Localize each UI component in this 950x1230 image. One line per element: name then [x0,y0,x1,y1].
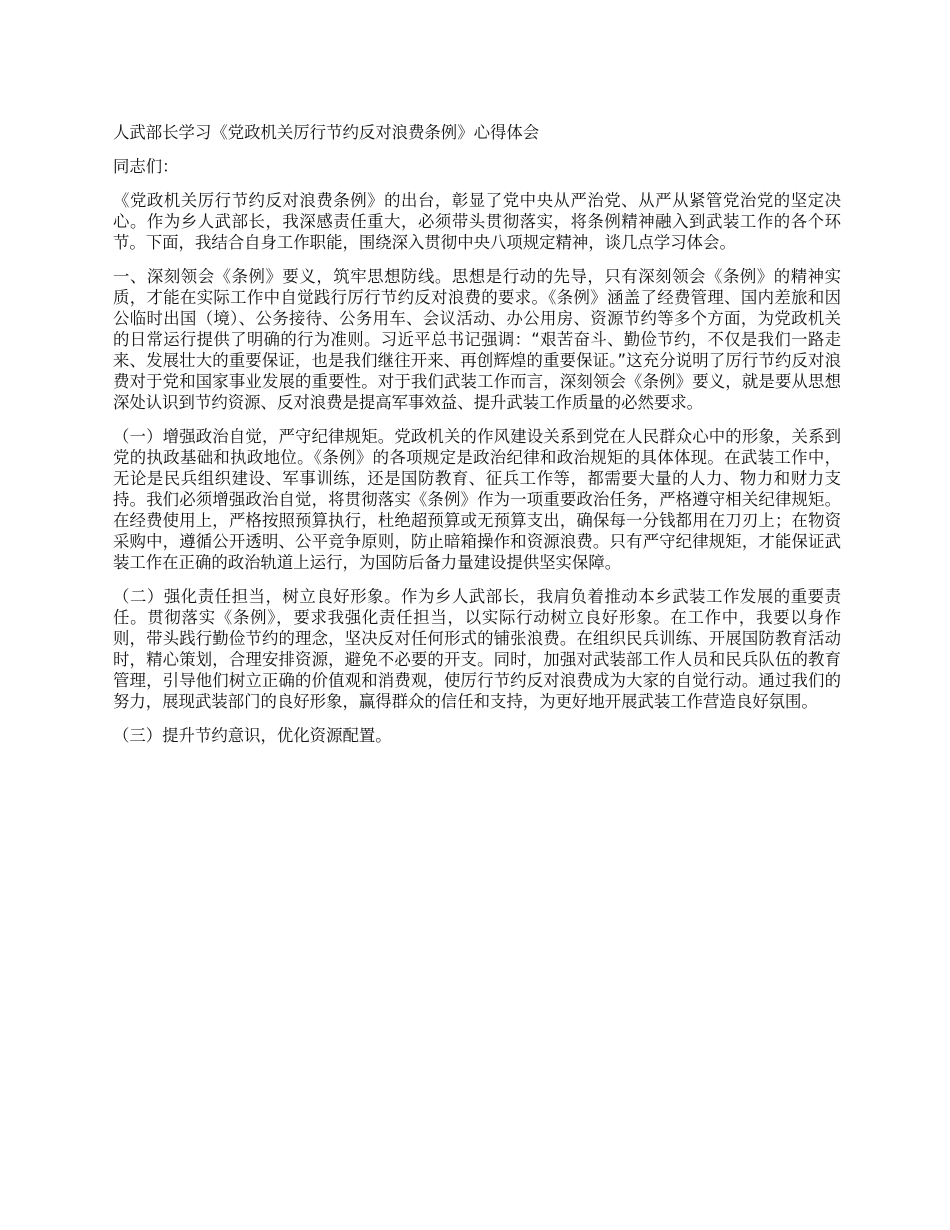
document-title: 人武部长学习《党政机关厉行节约反对浪费条例》心得体会 [113,123,540,142]
paragraph-intro: 《党政机关厉行节约反对浪费条例》的出台，彰显了党中央从严治党、从严从紧管党治党的坚定决心。作为乡人武部长，我深感责任重大，必须带头贯彻落实，将条例精神融入到武装工作的各个环节。下面，我结合自身工作职能，围绕深入贯彻中央八项规定精神，谈几点学习体会。 [113,191,841,252]
document-page [113,122,841,759]
paragraph-subsection-2: （二）强化责任担当，树立良好形象。作为乡人武部长，我肩负着推动本乡武装工作发展的重要责任。贯彻落实《条例》，要求我强化责任担当，以实际行动树立良好形象。在工作中，我要以身作则，带头践行勤俭节约的理念，坚决反对任何形式的铺张浪费。在组织民兵训练、开展国防教育活动时，精心策划，合理安排资源，避免不必要的开支。同时，加强对武装部工作人员和民兵队伍的教育管理，引导他们树立正确的价值观和消费观，使厉行节约反对浪费成为大家的自觉行动。通过我们的努力，展现武装部门的良好形象，赢得群众的信任和支持，为更好地开展武装工作营造良好氛围。 [113,587,841,711]
paragraph-subsection-3: （三）提升节约意识，优化资源配置。 [113,726,392,745]
paragraph-subsection-1: （一）增强政治自觉，严守纪律规矩。党政机关的作风建设关系到党在人民群众心中的形象，关系到党的执政基础和执政地位。《条例》的各项规定是政治纪律和政治规矩的具体体现。在武装工作中，无论是民兵组织建设、军事训练，还是国防教育、征兵工作等，都需要大量的人力、物力和财力支持。我们必须增强政治自觉，将贯彻落实《条例》作为一项重要政治任务，严格遵守相关纪律规矩。在经费使用上，严格按照预算执行，杜绝超预算或无预算支出，确保每一分钱都用在刀刃上；在物资采购中，遵循公开透明、公平竞争原则，防止暗箱操作和资源浪费。只有严守纪律规矩，才能保证武装工作在正确的政治轨道上运行，为国防后备力量建设提供坚实保障。 [113,427,841,572]
salutation: 同志们： [113,157,179,176]
paragraph-section-1: 一、深刻领会《条例》要义，筑牢思想防线。思想是行动的先导，只有深刻领会《条例》的精神实质，才能在实际工作中自觉践行厉行节约反对浪费的要求。《条例》涵盖了经费管理、国内差旅和因公临时出国（境）、公务接待、公务用车、会议活动、办公用房、资源节约等多个方面，为党政机关的日常运行提供了明确的行为准则。习近平总书记强调：“艰苦奋斗、勤俭节约，不仅是我们一路走来、发展壮大的重要保证，也是我们继往开来、再创辉煌的重要保证。”这充分说明了厉行节约反对浪费对于党和国家事业发展的重要性。对于我们武装工作而言，深刻领会《条例》要义，就是要从思想深处认识到节约资源、反对浪费是提高军事效益、提升武装工作质量的必然要求。 [113,267,841,412]
